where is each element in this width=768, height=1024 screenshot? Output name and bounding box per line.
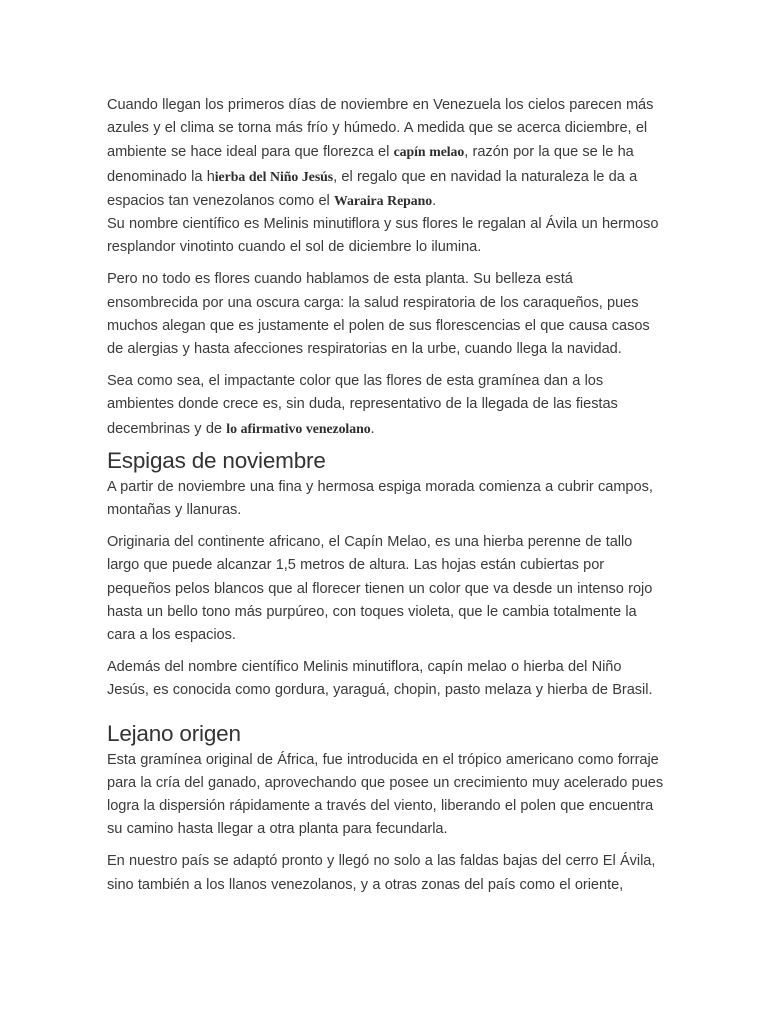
intro-paragraph-2: Su nombre científico es Melinis minutiflora y sus flores le regalan al Ávila un hermoso resplandor vinotinto cuando el sol de diciembre lo ilumina. [107, 216, 659, 256]
section1-paragraph-2: Originaria del continente africano, el Capín Melao, es una hierba perenne de tallo largo que puede alcanzar 1,5 metros de altura. Las hojas están cubiertas por pequeños pelos blancos que al florecer tienen un color que va desde un intenso rojo hasta un bello tono más purpúreo, con toques violeta, que le cambia totalmente la cara a los espacios. [107, 534, 653, 644]
text-run: Sea como sea, el impactante color que las flores de esta gramínea dan a los ambientes donde crece es, sin duda, representativo de la llegada de las fiestas decembrinas y de [107, 373, 618, 437]
bold-term-hierba-nino-jesus: ierba del Niño Jesús [214, 168, 334, 184]
section-heading-espigas: Espigas de noviembre [107, 447, 326, 473]
bold-term-capin-melao: capín melao [393, 144, 465, 160]
section2-paragraph-1: Esta gramínea original de África, fue introducida en el trópico americano como forraje para la cría del ganado, aprovechando que posee un crecimiento muy acelerado pues logra la dispersión rápidamente a través del viento, liberando el polen que encuentra su camino hasta llegar a otra planta para fecundarla. [107, 751, 664, 838]
section2-paragraph-2: En nuestro país se adaptó pronto y llegó no solo a las faldas bajas del cerro El Ávila, sino también a los llanos venezolanos, y a otras zonas del país como el oriente, [107, 853, 656, 893]
text-run: Cuando llegan los primeros días de noviembre en Venezuela los cielos parecen más azules y el clima se torna más frío y húmedo. A medida que se acerca diciembre, el ambiente se hace ideal para que florezca el [107, 97, 654, 161]
section1-paragraph-3: Además del nombre científico Melinis minutiflora, capín melao o hierba del Niño Jesús, es conocida como gordura, yaraguá, chopin, pasto melaza y hierba de Brasil. [107, 659, 653, 699]
section1-paragraph-1: A partir de noviembre una fina y hermosa espiga morada comienza a cubrir campos, montañas y llanuras. [107, 478, 653, 519]
bold-term-lo-afirmativo-venezolano: lo afirmativo venezolano [226, 420, 371, 436]
text-run: , razón por la que se le ha denominado la h [107, 144, 634, 185]
text-run: . [432, 192, 437, 209]
intro-paragraph-1 [107, 94, 667, 213]
document-page [107, 94, 667, 906]
section-heading-lejano-origen: Lejano origen [107, 720, 241, 746]
intro-paragraph-3: Pero no todo es flores cuando hablamos de esta planta. Su belleza está ensombrecida por una oscura carga: la salud respiratoria de los caraqueños, pues muchos alegan que es justamente el polen de sus florescencias el que causa casos de alergias y hasta afecciones respiratorias en la urbe, cuando llega la navidad. [107, 271, 650, 358]
text-run: . [370, 420, 375, 437]
intro-paragraph-4 [107, 370, 667, 441]
bold-term-waraira-repano: Waraira Repano [334, 192, 433, 208]
text-run: , el regalo que en navidad la naturaleza le da a espacios tan venezolanos como el [107, 168, 638, 209]
